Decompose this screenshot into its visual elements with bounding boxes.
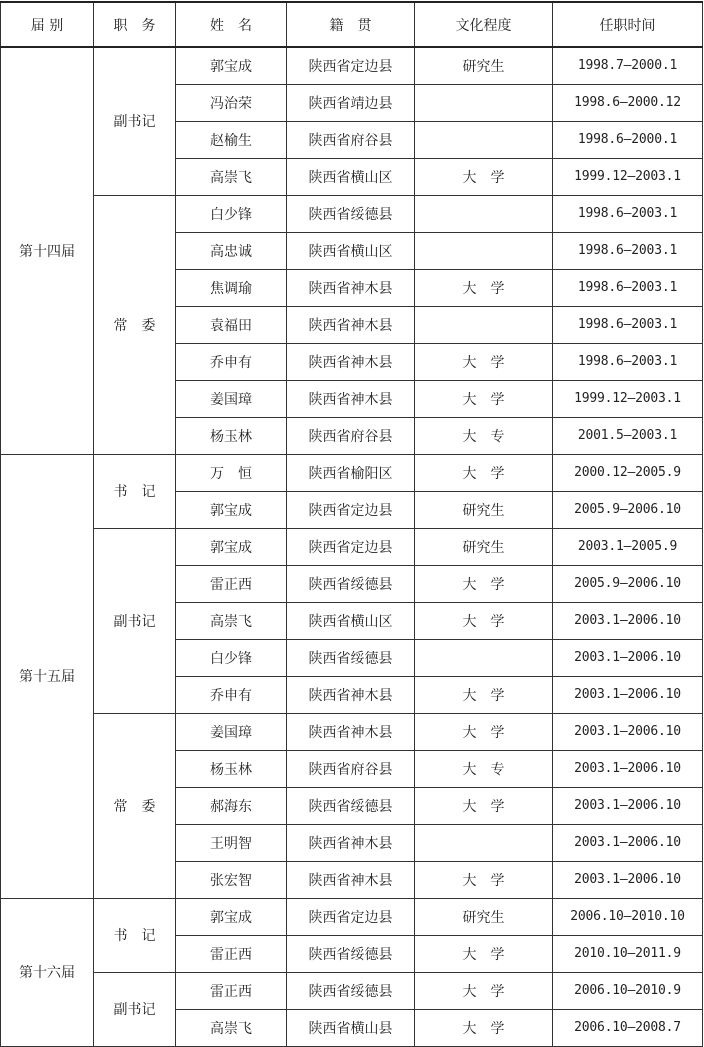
education-cell: 研究生 [415,528,553,565]
table-row [1,898,703,935]
position-cell: 书 记 [94,898,176,972]
term-cell: 第十六届 [1,898,94,1046]
position-cell: 书 记 [94,454,176,528]
name-cell: 雷正西 [176,972,287,1009]
education-cell: 大 学 [415,343,553,380]
tenure-cell: 2003.1—2005.9 [553,528,703,565]
name-cell: 乔申有 [176,343,287,380]
origin-cell: 陕西省定边县 [287,491,415,528]
origin-cell: 陕西省横山县 [287,1009,415,1046]
table-body [1,47,703,1046]
name-cell: 杨玉林 [176,750,287,787]
tenure-cell: 1999.12—2003.1 [553,380,703,417]
header-position: 职 务 [94,2,176,47]
term-cell: 第十五届 [1,454,94,898]
name-cell: 姜国璋 [176,713,287,750]
tenure-cell: 2003.1—2006.10 [553,750,703,787]
education-cell: 大 学 [415,676,553,713]
education-cell: 大 学 [415,713,553,750]
education-cell: 研究生 [415,491,553,528]
tenure-cell: 2005.9—2006.10 [553,491,703,528]
tenure-cell: 1998.6—2003.1 [553,232,703,269]
education-cell [415,639,553,676]
origin-cell: 陕西省横山区 [287,602,415,639]
origin-cell: 陕西省靖边县 [287,84,415,121]
name-cell: 白少锋 [176,195,287,232]
tenure-cell: 2001.5—2003.1 [553,417,703,454]
education-cell [415,232,553,269]
origin-cell: 陕西省横山区 [287,232,415,269]
origin-cell: 陕西省府谷县 [287,121,415,158]
origin-cell: 陕西省神木县 [287,713,415,750]
name-cell: 袁福田 [176,306,287,343]
origin-cell: 陕西省神木县 [287,343,415,380]
education-cell: 大 学 [415,565,553,602]
origin-cell: 陕西省绥德县 [287,972,415,1009]
table-row [1,47,703,84]
education-cell: 大 学 [415,602,553,639]
name-cell: 杨玉林 [176,417,287,454]
tenure-cell: 2005.9—2006.10 [553,565,703,602]
term-cell: 第十四届 [1,47,94,454]
education-cell [415,195,553,232]
education-cell: 大 学 [415,787,553,824]
tenure-cell: 2003.1—2006.10 [553,787,703,824]
header-origin: 籍 贯 [287,2,415,47]
origin-cell: 陕西省府谷县 [287,750,415,787]
header-row [1,2,703,47]
header-tenure: 任职时间 [553,2,703,47]
name-cell: 王明智 [176,824,287,861]
tenure-cell: 1998.7—2000.1 [553,47,703,84]
name-cell: 雷正西 [176,935,287,972]
name-cell: 焦调瑜 [176,269,287,306]
origin-cell: 陕西省绥德县 [287,935,415,972]
tenure-cell: 2006.10—2010.10 [553,898,703,935]
position-cell: 常 委 [94,195,176,454]
tenure-cell: 2003.1—2006.10 [553,861,703,898]
name-cell: 郭宝成 [176,528,287,565]
name-cell: 高崇飞 [176,158,287,195]
name-cell: 高崇飞 [176,1009,287,1046]
origin-cell: 陕西省定边县 [287,898,415,935]
tenure-cell: 2000.12—2005.9 [553,454,703,491]
name-cell: 郝海东 [176,787,287,824]
tenure-cell: 2003.1—2006.10 [553,676,703,713]
table-row [1,528,703,565]
name-cell: 赵榆生 [176,121,287,158]
tenure-cell: 2003.1—2006.10 [553,639,703,676]
name-cell: 白少锋 [176,639,287,676]
education-cell: 大 学 [415,972,553,1009]
origin-cell: 陕西省定边县 [287,47,415,84]
origin-cell: 陕西省榆阳区 [287,454,415,491]
education-cell: 大 学 [415,935,553,972]
name-cell: 冯治荣 [176,84,287,121]
origin-cell: 陕西省绥德县 [287,787,415,824]
tenure-cell: 1998.6—2003.1 [553,195,703,232]
tenure-cell: 2003.1—2006.10 [553,713,703,750]
education-cell: 大 学 [415,380,553,417]
name-cell: 万 恒 [176,454,287,491]
position-cell: 副书记 [94,528,176,713]
origin-cell: 陕西省神木县 [287,676,415,713]
origin-cell: 陕西省神木县 [287,269,415,306]
position-cell: 副书记 [94,972,176,1046]
tenure-cell: 1998.6—2000.1 [553,121,703,158]
name-cell: 郭宝成 [176,491,287,528]
name-cell: 高崇飞 [176,602,287,639]
name-cell: 乔申有 [176,676,287,713]
tenure-cell: 1998.6—2003.1 [553,306,703,343]
table-row [1,195,703,232]
origin-cell: 陕西省神木县 [287,380,415,417]
origin-cell: 陕西省横山区 [287,158,415,195]
education-cell: 大 专 [415,417,553,454]
tenure-cell: 1998.6—2000.12 [553,84,703,121]
position-cell: 副书记 [94,47,176,195]
name-cell: 张宏智 [176,861,287,898]
tenure-cell: 2010.10—2011.9 [553,935,703,972]
table-row [1,454,703,491]
education-cell: 大 学 [415,1009,553,1046]
origin-cell: 陕西省神木县 [287,824,415,861]
leadership-table [0,1,703,1047]
education-cell: 研究生 [415,898,553,935]
education-cell [415,306,553,343]
tenure-cell: 2006.10—2008.7 [553,1009,703,1046]
name-cell: 高忠诚 [176,232,287,269]
name-cell: 郭宝成 [176,47,287,84]
header-name: 姓 名 [176,2,287,47]
origin-cell: 陕西省绥德县 [287,565,415,602]
education-cell: 大 学 [415,454,553,491]
origin-cell: 陕西省神木县 [287,306,415,343]
origin-cell: 陕西省定边县 [287,528,415,565]
header-term: 届 别 [1,2,94,47]
tenure-cell: 2003.1—2006.10 [553,824,703,861]
position-cell: 常 委 [94,713,176,898]
tenure-cell: 1998.6—2003.1 [553,343,703,380]
education-cell [415,824,553,861]
education-cell: 研究生 [415,47,553,84]
name-cell: 姜国璋 [176,380,287,417]
education-cell [415,121,553,158]
education-cell [415,84,553,121]
header-education: 文化程度 [415,2,553,47]
origin-cell: 陕西省绥德县 [287,195,415,232]
tenure-cell: 2003.1—2006.10 [553,602,703,639]
tenure-cell: 1999.12—2003.1 [553,158,703,195]
name-cell: 郭宝成 [176,898,287,935]
table-row [1,713,703,750]
education-cell: 大 学 [415,158,553,195]
origin-cell: 陕西省府谷县 [287,417,415,454]
table-row [1,972,703,1009]
origin-cell: 陕西省绥德县 [287,639,415,676]
origin-cell: 陕西省神木县 [287,861,415,898]
education-cell: 大 学 [415,861,553,898]
education-cell: 大 学 [415,269,553,306]
education-cell: 大 专 [415,750,553,787]
tenure-cell: 2006.10—2010.9 [553,972,703,1009]
tenure-cell: 1998.6—2003.1 [553,269,703,306]
name-cell: 雷正西 [176,565,287,602]
